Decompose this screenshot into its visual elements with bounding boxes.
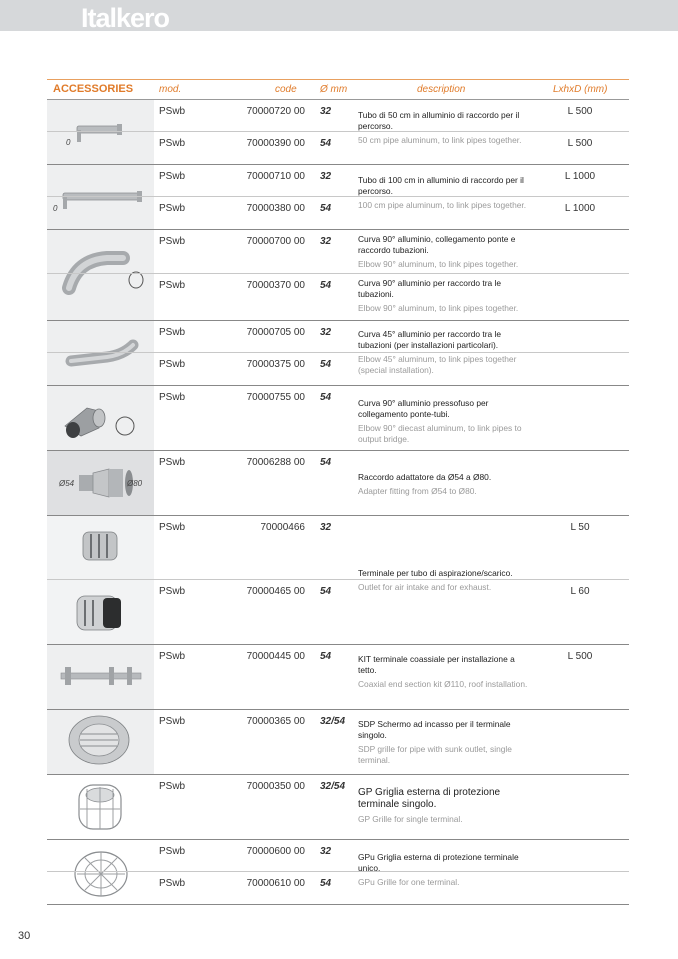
table-row — [47, 840, 629, 871]
row-diameter: 32 — [320, 171, 332, 182]
product-group-gp-grille — [47, 775, 629, 840]
row-mod: PSwb — [159, 236, 186, 247]
description-italian: GP Griglia esterna di protezione terminale singolo. — [358, 787, 501, 810]
row-diameter: 32 — [320, 106, 332, 117]
table-row — [47, 710, 629, 773]
table-row — [47, 516, 629, 579]
row-diameter: 32 — [320, 236, 332, 247]
row-mod: PSwb — [159, 203, 186, 214]
pipe-label: 0 — [66, 138, 71, 147]
row-mod: PSwb — [159, 171, 186, 182]
row-mod: PSwb — [159, 327, 186, 338]
group-description — [358, 719, 530, 766]
row-diameter: 32 — [320, 522, 332, 533]
row-mod: PSwb — [159, 651, 186, 662]
description-italian: Curva 90° alluminio per raccordo tra le tubazioni. — [358, 278, 501, 299]
row-code: 70000600 00 — [246, 846, 305, 857]
row-mod: PSwb — [159, 716, 186, 727]
product-group-diecast-elbow — [47, 386, 629, 451]
row-description — [358, 278, 530, 314]
table-row — [47, 579, 629, 644]
description-english: Elbow 90° aluminum, to link pipes together. — [358, 303, 519, 313]
row-code: 70000710 00 — [246, 171, 305, 182]
table-row — [47, 775, 629, 838]
row-diameter: 32/54 — [320, 781, 346, 792]
col-description: description — [417, 84, 466, 95]
row-dimensions: L 500 — [567, 106, 593, 117]
accessories-table — [47, 79, 629, 905]
row-dimensions: L 50 — [570, 522, 590, 533]
group-description — [358, 852, 530, 888]
row-description — [358, 234, 530, 270]
description-italian: Curva 90° alluminio pressofuso per collegamento ponte-tubi. — [358, 398, 489, 419]
row-mod: PSwb — [159, 138, 186, 149]
row-code: 70000610 00 — [246, 878, 305, 889]
product-group-sdp-grille — [47, 710, 629, 775]
table-header — [47, 79, 629, 100]
description-italian: SDP Schermo ad incasso per il terminale singolo. — [358, 719, 511, 740]
section-title: ACCESSORIES — [53, 83, 134, 95]
product-group-outlet — [47, 516, 629, 645]
row-mod: PSwb — [159, 457, 186, 468]
row-mod: PSwb — [159, 586, 186, 597]
row-code: 70000705 00 — [246, 327, 305, 338]
row-code: 70006288 00 — [246, 457, 305, 468]
group-description — [358, 398, 530, 445]
group-description — [358, 110, 530, 146]
col-diameter: Ø mm — [320, 84, 348, 95]
row-diameter: 54 — [320, 138, 332, 149]
product-group-coaxial-kit — [47, 645, 629, 710]
table-row — [47, 100, 629, 131]
group-description — [358, 329, 530, 376]
group-description — [358, 175, 530, 211]
group-description — [358, 654, 530, 690]
description-italian: Curva 45° alluminio per raccordo tra le tubazioni (per installazioni particolari). — [358, 329, 501, 350]
row-code: 70000380 00 — [246, 203, 305, 214]
group-description — [358, 472, 530, 497]
brand-logo: Italkero — [81, 3, 170, 33]
row-mod: PSwb — [159, 781, 186, 792]
row-diameter: 54 — [320, 878, 332, 889]
row-dimensions: L 1000 — [564, 203, 596, 214]
row-code: 70000700 00 — [246, 236, 305, 247]
description-english: 50 cm pipe aluminum, to link pipes together. — [358, 135, 522, 145]
adapter-label-54: Ø54 — [59, 479, 75, 488]
description-english: Outlet for air intake and for exhaust. — [358, 582, 492, 592]
description-english: 100 cm pipe aluminum, to link pipes together. — [358, 200, 527, 210]
table-row — [47, 386, 629, 449]
row-mod: PSwb — [159, 392, 186, 403]
description-english: SDP grille for pipe with sunk outlet, single terminal. — [358, 744, 512, 765]
row-dimensions: L 500 — [567, 138, 593, 149]
description-english: Coaxial end section kit Ø110, roof installation. — [358, 679, 528, 689]
description-english: Elbow 45° aluminum, to link pipes together (special installation). — [358, 354, 517, 375]
row-dimensions: L 500 — [567, 651, 593, 662]
table-row — [47, 871, 629, 904]
product-group-elbow-90 — [47, 230, 629, 321]
table-row — [47, 645, 629, 708]
description-italian: Tubo di 100 cm in alluminio di raccordo per il percorso. — [358, 175, 524, 196]
table-row — [47, 321, 629, 352]
row-code: 70000350 00 — [246, 781, 305, 792]
row-mod: PSwb — [159, 878, 186, 889]
row-code: 70000755 00 — [246, 392, 305, 403]
row-diameter: 54 — [320, 457, 332, 468]
table-row — [47, 230, 629, 273]
product-group-pipe-50 — [47, 100, 629, 165]
product-group-gpu-grille — [47, 840, 629, 905]
row-diameter: 54 — [320, 359, 332, 370]
description-italian: Curva 90° alluminio, collegamento ponte e raccordo tubazioni. — [358, 234, 516, 255]
product-group-adapter — [47, 451, 629, 516]
row-code: 70000445 00 — [246, 651, 305, 662]
description-english: Elbow 90° aluminum, to link pipes together. — [358, 259, 519, 269]
row-mod: PSwb — [159, 359, 186, 370]
col-code: code — [275, 84, 297, 95]
description-italian: Terminale per tubo di aspirazione/scarico. — [358, 568, 513, 578]
group-description — [358, 787, 530, 825]
row-diameter: 32 — [320, 846, 332, 857]
col-mod: mod. — [159, 84, 182, 95]
row-code: 70000465 00 — [246, 586, 305, 597]
description-english: Adapter fitting from Ø54 to Ø80. — [358, 486, 477, 496]
row-code: 70000375 00 — [246, 359, 305, 370]
row-dimensions: L 1000 — [564, 171, 596, 182]
adapter-label-80: Ø80 — [127, 479, 143, 488]
row-code: 70000720 00 — [246, 106, 305, 117]
row-mod: PSwb — [159, 106, 186, 117]
table-row — [47, 196, 629, 229]
row-diameter: 54 — [320, 280, 332, 291]
description-english: Elbow 90° diecast aluminum, to link pipes to output bridge. — [358, 423, 522, 444]
table-row — [47, 352, 629, 385]
description-italian: GPu Griglia esterna di protezione terminale unico. — [358, 852, 519, 873]
description-english: GP Grille for single terminal. — [358, 814, 463, 824]
table-row — [47, 273, 629, 320]
row-diameter: 54 — [320, 203, 332, 214]
table-row — [47, 131, 629, 164]
col-dimensions: LxhxD (mm) — [553, 84, 608, 95]
row-code: 70000390 00 — [246, 138, 305, 149]
row-code: 70000370 00 — [246, 280, 305, 291]
row-mod: PSwb — [159, 280, 186, 291]
product-group-elbow-45 — [47, 321, 629, 386]
table-row — [47, 165, 629, 196]
row-diameter: 54 — [320, 392, 332, 403]
row-diameter: 32 — [320, 327, 332, 338]
row-dimensions: L 60 — [570, 586, 590, 597]
top-banner — [0, 0, 678, 31]
table-row — [47, 451, 629, 514]
row-diameter: 54 — [320, 586, 332, 597]
row-mod: PSwb — [159, 846, 186, 857]
row-code: 70000365 00 — [246, 716, 305, 727]
description-english: GPu Grille for one terminal. — [358, 877, 460, 887]
row-code: 70000466 — [260, 522, 305, 533]
row-mod: PSwb — [159, 522, 186, 533]
group-description — [358, 568, 530, 593]
description-italian: KIT terminale coassiale per installazione a tetto. — [358, 654, 515, 675]
row-diameter: 32/54 — [320, 716, 346, 727]
description-italian: Raccordo adattatore da Ø54 a Ø80. — [358, 472, 492, 482]
pipe-label: 0 — [53, 204, 58, 213]
product-group-pipe-100 — [47, 165, 629, 230]
page-number: 30 — [18, 930, 31, 942]
description-italian: Tubo di 50 cm in alluminio di raccordo per il percorso. — [358, 110, 520, 131]
row-diameter: 54 — [320, 651, 332, 662]
